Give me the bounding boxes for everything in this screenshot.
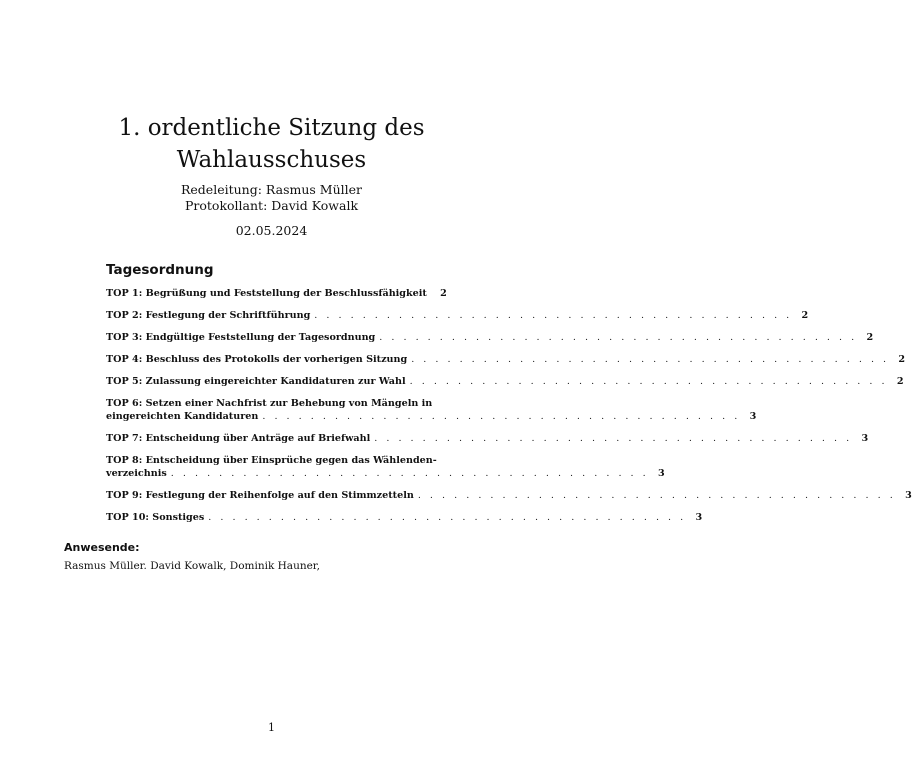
- agenda-item-text: TOP 6: Setzen einer Nachfrist zur Behebung von Mängeln in: [106, 398, 433, 409]
- agenda-item-page: 2: [866, 332, 874, 343]
- agenda-item-text: verzeichnis: [106, 468, 167, 479]
- dot-leader: . . . . . . . . . . . . . . . . . . . . . . . . . . . . . . . . . . . . . . . .: [208, 512, 687, 523]
- title-line-2: Wahlausschuses: [176, 147, 367, 173]
- agenda-item[interactable]: [106, 454, 665, 480]
- page-number: 1: [268, 721, 275, 734]
- dot-leader: . . . . . . . . . . . . . . . . . . . . . . . . . . . . . . . . . . . . . . . .: [409, 376, 888, 387]
- agenda-item[interactable]: [106, 397, 757, 423]
- agenda-item-text: eingereichten Kandidaturen: [106, 411, 259, 422]
- dot-leader: . . . . . . . . . . . . . . . . . . . . . . . . . . . . . . . . . . . . . . . .: [379, 332, 858, 343]
- meeting-date: 02.05.2024: [235, 223, 308, 238]
- agenda-item[interactable]: [106, 511, 703, 524]
- agenda-item-line: [106, 353, 906, 366]
- agenda-item-text: TOP 7: Entscheidung über Anträge auf Briefwahl: [106, 433, 371, 444]
- agenda-item-line: [106, 410, 757, 423]
- agenda-item-line: [106, 454, 438, 467]
- agenda-item-line: [106, 432, 869, 445]
- agenda-item[interactable]: [106, 489, 912, 502]
- agenda-item[interactable]: [106, 309, 809, 322]
- dot-leader: . . . . . . . . . . . . . . . . . . . . . . . . . . . . . . . . . . . . . . . .: [170, 468, 649, 479]
- agenda-item-text: TOP 1: Begrüßung und Feststellung der Beschlussfähigkeit: [106, 288, 427, 299]
- agenda-item-text: TOP 10: Sonstiges: [106, 512, 205, 523]
- agenda-item-line: [106, 489, 912, 502]
- minutes-taker-line: Protokollant: David Kowalk: [184, 198, 359, 213]
- agenda-item-text: TOP 2: Festlegung der Schriftführung: [106, 310, 311, 321]
- agenda-item-line: [106, 511, 703, 524]
- dot-leader: . . . . . . . . . . . . . . . . . . . . . . . . . . . . . . . . . . . . . . . .: [411, 354, 890, 365]
- agenda-item-page: 3: [861, 433, 869, 444]
- agenda-item-page: 2: [896, 376, 904, 387]
- dot-leader: . . . . . . . . . . . . . . . . . . . . . . . . . . . . . . . . . . . . . . . .: [374, 433, 853, 444]
- agenda-item-line: [106, 375, 904, 388]
- agenda-item-page: 3: [905, 490, 912, 501]
- dot-leader: . . . . . . . . . . . . . . . . . . . . . . . . . . . . . . . . . . . . . . . .: [262, 411, 741, 422]
- document-title: [0, 112, 543, 176]
- attendance-label: Anwesende:: [64, 541, 140, 554]
- agenda-item-text: TOP 5: Zulassung eingereichter Kandidaturen zur Wahl: [106, 376, 406, 387]
- agenda-item-page: 3: [749, 411, 757, 422]
- agenda-item-page: 2: [898, 354, 906, 365]
- agenda-item-page: 2: [440, 288, 447, 299]
- agenda-item-text: TOP 3: Endgültige Feststellung der Tagesordnung: [106, 332, 376, 343]
- chair-line: Redeleitung: Rasmus Müller: [181, 182, 362, 197]
- agenda-heading: Tagesordnung: [106, 262, 214, 278]
- agenda-item-line: [106, 309, 809, 322]
- agenda-item-page: 2: [801, 310, 809, 321]
- agenda-item-text: TOP 8: Entscheidung über Einsprüche gegen das Wählenden-: [106, 455, 437, 466]
- agenda-item[interactable]: [106, 432, 869, 445]
- agenda-item-line: [106, 397, 438, 410]
- title-line-1: 1. ordentliche Sitzung des: [118, 115, 425, 141]
- agenda-item[interactable]: [106, 353, 906, 366]
- dot-leader: . . . . . . . . . . . . . . . . . . . . . . . . . . . . . . . . . . . . . . . .: [314, 310, 793, 321]
- agenda-item[interactable]: [106, 331, 874, 344]
- agenda-item-line: [106, 467, 665, 480]
- agenda-item[interactable]: [106, 375, 904, 388]
- agenda-item[interactable]: [106, 287, 447, 300]
- agenda-item-text: TOP 4: Beschluss des Protokolls der vorherigen Sitzung: [106, 354, 408, 365]
- agenda-item-line: [106, 287, 447, 300]
- agenda-item-text: TOP 9: Festlegung der Reihenfolge auf den Stimmzetteln: [106, 490, 414, 501]
- agenda-item-page: 3: [658, 468, 665, 479]
- agenda-item-line: [106, 331, 874, 344]
- dot-leader: . . . . . . . . . . . . . . . . . . . . . . . . . . . . . . . . . . . . . . . .: [417, 490, 896, 501]
- agenda-item-page: 3: [695, 512, 703, 523]
- attendee-names: Rasmus Müller. David Kowalk, Dominik Hauner,: [64, 560, 321, 572]
